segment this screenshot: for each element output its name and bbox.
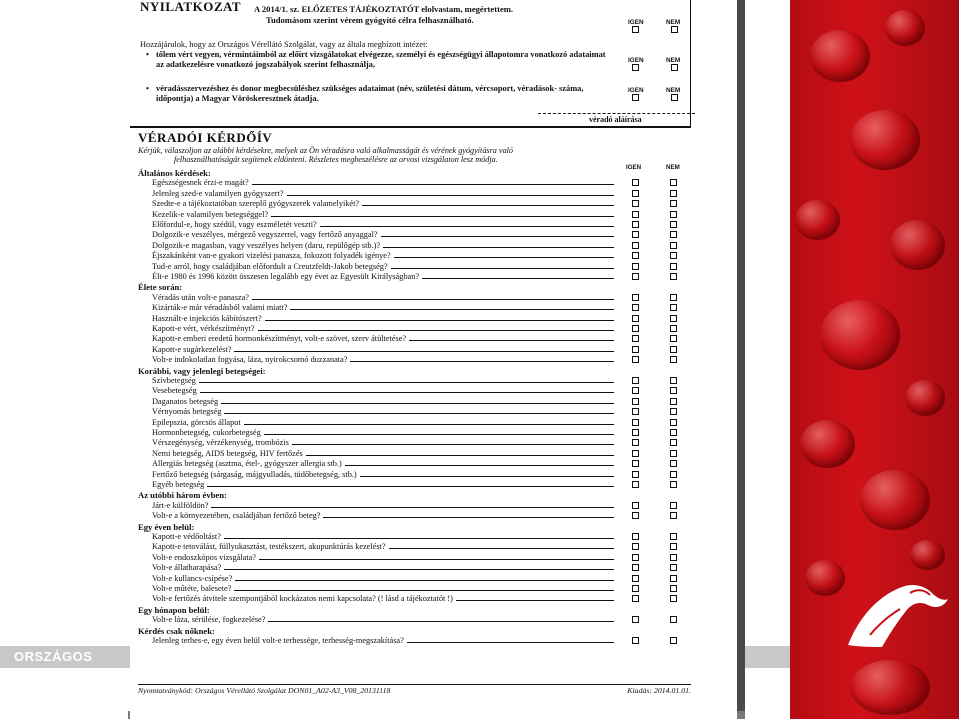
statement-line-2: Tudomásom szerint vérem gyógyító célra felhasználható.	[266, 14, 474, 25]
question-row	[152, 355, 614, 364]
igen-checkbox[interactable]	[632, 211, 639, 218]
question-row	[152, 386, 614, 395]
nem-header-2: NEM	[666, 57, 681, 64]
question-text: Vérnyomás betegség	[152, 407, 222, 417]
leader-line	[259, 555, 614, 560]
consent-bullet-1: • tőlem vért vegyen, vérmintáimból az előírt vizsgálatokat elvégezze, személyi és egészségügyi állapotomra vonatkozó adataimat az adatkezelésre vonatkozó jogszabályok szerint felhasználja,	[146, 50, 606, 69]
question-text: Fertőző betegség (sárgaság, májgyulladás, tüdőbetegség, stb.)	[152, 469, 357, 479]
question-text: Volt-e műtéte, balesete?	[152, 584, 232, 593]
leader-line	[268, 617, 614, 622]
footer	[138, 684, 691, 695]
section-title: Kérdés csak nőknek:	[138, 625, 215, 636]
leader-line	[234, 347, 614, 352]
igen-checkbox[interactable]	[632, 252, 639, 259]
igen-checkbox[interactable]	[632, 481, 639, 488]
nem-checkbox[interactable]	[670, 221, 677, 228]
nem-checkbox[interactable]	[670, 512, 677, 519]
nem-checkbox[interactable]	[670, 439, 677, 446]
question-row	[152, 376, 614, 385]
question-text: Epilepszia, görcsös állapot	[152, 417, 241, 427]
question-row	[152, 220, 614, 229]
nem-checkbox[interactable]	[670, 408, 677, 415]
question-text: Tud-e arról, hogy családjában előfordult a Creutzfeldt-Jakob betegség?	[152, 261, 388, 271]
question-text: Jelenleg terhes-e, egy éven belül volt-e terhessége, terhesség-megszakítása?	[152, 636, 404, 645]
question-row	[152, 407, 614, 416]
question-text: Volt-e a környezetében, családjában fertőző beteg?	[152, 511, 321, 521]
question-text: Kapott-e tetoválást, füllyukasztást, testékszert, akupunktúrás kezelést?	[152, 542, 386, 552]
nem-checkbox[interactable]	[670, 356, 677, 363]
igen-checkbox[interactable]	[632, 179, 639, 186]
nem-checkbox[interactable]	[670, 304, 677, 311]
nem-checkbox[interactable]	[670, 450, 677, 457]
questionnaire-intro: Kérjük, válaszoljon az alábbi kérdésekre, melyek az Ön véradásra való alkalmasságát és vérének gyógyításra való felhasználhatóságát segítenek eldönteni. Részletes megbeszélésre az orvosi vizsgálaton lesz módja.	[138, 146, 514, 165]
bullet1-nem-checkbox[interactable]	[671, 64, 678, 71]
igen-checkbox[interactable]	[632, 471, 639, 478]
leader-line	[409, 336, 614, 341]
leader-line	[252, 180, 614, 185]
igen-checkbox[interactable]	[632, 231, 639, 238]
question-text: Nemi betegség, AIDS betegség, HIV fertőzés	[152, 448, 303, 458]
nem-checkbox[interactable]	[670, 471, 677, 478]
leader-line	[350, 357, 614, 362]
questions-igen-header: IGEN	[626, 164, 642, 171]
question-row	[152, 636, 614, 645]
nem-checkbox[interactable]	[670, 190, 677, 197]
leader-line	[320, 222, 614, 227]
leader-line	[224, 565, 614, 570]
nem-checkbox[interactable]	[670, 294, 677, 301]
pelican-logo-icon	[840, 565, 950, 660]
igen-checkbox[interactable]	[632, 543, 639, 550]
questionnaire-title: VÉRADÓI KÉRDŐÍV	[138, 130, 273, 145]
section-title: Élete során:	[138, 282, 183, 293]
section-title: Általános kérdések:	[138, 168, 211, 178]
leader-line	[252, 295, 614, 300]
question-text: Kapott-e vért, vérkészítményt?	[152, 324, 255, 333]
igen-checkbox[interactable]	[632, 356, 639, 363]
leader-line	[234, 586, 614, 591]
leader-line	[394, 253, 614, 258]
bullet1-igen-checkbox[interactable]	[632, 64, 639, 71]
igen-checkbox[interactable]	[632, 533, 639, 540]
igen-checkbox[interactable]	[632, 304, 639, 311]
igen-checkbox[interactable]	[632, 450, 639, 457]
leader-line	[345, 461, 614, 466]
igen-checkbox[interactable]	[632, 335, 639, 342]
page-shadow	[737, 0, 745, 719]
leader-line	[407, 638, 614, 643]
question-row	[152, 542, 614, 551]
question-text: Szívbetegség	[152, 376, 196, 385]
question-row	[152, 314, 614, 323]
question-row	[152, 230, 614, 239]
nem-checkbox[interactable]	[670, 335, 677, 342]
igen-checkbox[interactable]	[632, 585, 639, 592]
nem-checkbox[interactable]	[670, 429, 677, 436]
igen-checkbox[interactable]	[632, 200, 639, 207]
nem-checkbox[interactable]	[670, 460, 677, 467]
declaration-block	[134, 0, 694, 125]
question-row	[152, 345, 614, 354]
nem-checkbox[interactable]	[670, 242, 677, 249]
leader-line	[221, 399, 614, 404]
section-title: Korábbi, vagy jelenlegi betegségei:	[138, 365, 266, 376]
leader-line	[381, 232, 614, 237]
question-text: Volt-e állatharapása?	[152, 563, 222, 573]
nem-checkbox[interactable]	[670, 502, 677, 509]
statement-line-1: A 2014/1. sz. ELŐZETES TÁJÉKOZTATÓT elolvastam, megértettem.	[254, 4, 514, 14]
igen-checkbox[interactable]	[632, 377, 639, 384]
statement-nem-checkbox[interactable]	[671, 26, 678, 33]
leader-line	[389, 544, 614, 549]
nem-checkbox[interactable]	[670, 575, 677, 582]
question-text: Volt-e láza, sérülése, fogkezelése?	[152, 615, 266, 625]
question-text: Egészségesnek érzi-e magát?	[152, 178, 249, 188]
nem-checkbox[interactable]	[670, 263, 677, 270]
leader-line	[265, 316, 614, 321]
igen-checkbox[interactable]	[632, 263, 639, 270]
nem-checkbox[interactable]	[670, 564, 677, 571]
igen-checkbox[interactable]	[632, 242, 639, 249]
question-text: Élt-e 1980 és 1996 között összesen legalább egy évet az Egyesült Királyságban?	[152, 272, 420, 281]
nem-checkbox[interactable]	[670, 315, 677, 322]
question-text: Kapott-e sugárkezelést?	[152, 344, 232, 354]
leader-line	[362, 201, 614, 206]
nem-checkbox[interactable]	[670, 616, 677, 623]
igen-checkbox[interactable]	[632, 460, 639, 467]
leader-line	[271, 212, 614, 217]
leader-line	[360, 472, 614, 477]
nem-checkbox[interactable]	[670, 595, 677, 602]
question-row	[152, 303, 614, 312]
section-title: Egy hónapon belül:	[138, 604, 210, 615]
question-row	[152, 397, 614, 406]
leader-line	[235, 576, 614, 581]
igen-checkbox[interactable]	[632, 502, 639, 509]
leader-line	[287, 191, 614, 196]
question-row	[152, 241, 614, 250]
question-text: Egyéb betegség	[152, 480, 205, 489]
nem-checkbox[interactable]	[670, 346, 677, 353]
leader-line	[292, 440, 614, 445]
consent-bullet-2: • véradásszervezéshez és donor megbecsüléshez szükséges adataimat (név, születési dátum, vércsoport, véradások- száma, időpontja) a Magyar Vöröskeresztnek átadja.	[146, 84, 584, 103]
igen-checkbox[interactable]	[632, 419, 639, 426]
question-row	[152, 262, 614, 271]
igen-checkbox[interactable]	[632, 221, 639, 228]
bullet2-nem-checkbox[interactable]	[671, 94, 678, 101]
question-row	[152, 470, 614, 479]
declaration-label: NYILATKOZAT	[140, 0, 242, 14]
igen-header-3: IGEN	[628, 87, 644, 94]
question-text: Hormonbetegség, cukorbetegség	[152, 428, 261, 437]
question-text: Daganatos betegség	[152, 396, 219, 406]
bullet2-igen-checkbox[interactable]	[632, 94, 639, 101]
question-row	[152, 594, 614, 603]
question-row	[152, 334, 614, 343]
leader-line	[264, 430, 614, 435]
question-row	[152, 480, 614, 489]
document-page	[130, 0, 737, 719]
question-row	[152, 324, 614, 333]
leader-line	[224, 409, 614, 414]
question-row	[152, 438, 614, 447]
igen-checkbox[interactable]	[632, 346, 639, 353]
question-row	[152, 189, 614, 198]
question-text: Használt-e injekciós kábítószert?	[152, 313, 262, 323]
leader-line	[200, 388, 614, 393]
signature-line[interactable]	[538, 113, 695, 114]
question-row	[152, 428, 614, 437]
nem-checkbox[interactable]	[670, 211, 677, 218]
leader-line	[211, 503, 614, 508]
question-text: Volt-e fertőzés átvitele szempontjából kockázatos nemi kapcsolata? (! lásd a tájékoztatót !)	[152, 594, 453, 604]
question-text: Jelenleg szed-e valamilyen gyógyszert?	[152, 188, 284, 198]
igen-checkbox[interactable]	[632, 408, 639, 415]
question-text: Vérszegénység, vérzékenység, trombózis	[152, 438, 289, 448]
igen-checkbox[interactable]	[632, 595, 639, 602]
igen-checkbox[interactable]	[632, 564, 639, 571]
question-text: Szedte-e a tájékoztatóban szereplő gyógyszerek valamelyikét?	[152, 199, 360, 209]
question-row	[152, 272, 614, 281]
question-row	[152, 532, 614, 541]
igen-checkbox[interactable]	[632, 575, 639, 582]
igen-checkbox[interactable]	[632, 554, 639, 561]
nem-checkbox[interactable]	[670, 419, 677, 426]
leader-line	[422, 274, 614, 279]
leader-line	[383, 243, 614, 248]
leader-line	[456, 596, 614, 601]
igen-checkbox[interactable]	[632, 190, 639, 197]
question-text: Volt-e kullancs-csípése?	[152, 573, 233, 583]
question-text: Allergiás betegség (asztma, étel-, gyógyszer allergia stb.)	[152, 459, 342, 469]
igen-checkbox[interactable]	[632, 637, 639, 644]
nem-checkbox[interactable]	[670, 325, 677, 332]
igen-header: IGEN	[628, 19, 644, 26]
question-row	[152, 584, 614, 593]
section-title: Az utóbbi három évben:	[138, 490, 227, 501]
question-row	[152, 511, 614, 520]
igen-header-2: IGEN	[628, 57, 644, 64]
igen-checkbox[interactable]	[632, 294, 639, 301]
questions-nem-header: NEM	[666, 164, 680, 171]
question-row	[152, 418, 614, 427]
statement-igen-checkbox[interactable]	[632, 26, 639, 33]
leader-line	[306, 451, 614, 456]
consent-intro: Hozzájárulok, hogy az Országos Vérellátó Szolgálat, vagy az általa megbízott intézet:	[140, 40, 428, 49]
igen-checkbox[interactable]	[632, 325, 639, 332]
question-row	[152, 199, 614, 208]
question-row	[152, 459, 614, 468]
nem-checkbox[interactable]	[670, 543, 677, 550]
igen-checkbox[interactable]	[632, 315, 639, 322]
form-code: Nyomtatványkód: Országos Vérellátó Szolgálat DON01_A02-A3_V08_20131118	[138, 686, 391, 695]
frame-line	[690, 0, 691, 127]
question-text: Kapott-e emberi eredetű hormonkészítményt, volt-e szövet, szerv átültetése?	[152, 334, 407, 344]
nem-checkbox[interactable]	[670, 398, 677, 405]
leader-line	[207, 482, 614, 487]
nem-checkbox[interactable]	[670, 554, 677, 561]
nem-checkbox[interactable]	[670, 273, 677, 280]
igen-checkbox[interactable]	[632, 616, 639, 623]
leader-line	[199, 378, 614, 383]
nem-header: NEM	[666, 19, 681, 26]
nem-checkbox[interactable]	[670, 200, 677, 207]
leader-line	[244, 420, 614, 425]
nem-checkbox[interactable]	[670, 179, 677, 186]
signature-label: véradó aláírása	[589, 115, 642, 124]
question-row	[152, 574, 614, 583]
section-divider	[130, 126, 691, 128]
question-row	[152, 178, 614, 187]
brand-text: ORSZÁGOS	[14, 649, 93, 664]
question-text: Volt-e indokolatlan fogyása, láza, nyirokcsomó duzzanata?	[152, 355, 348, 365]
question-row	[152, 615, 614, 624]
question-row	[152, 251, 614, 260]
leader-line	[323, 513, 614, 518]
nem-checkbox[interactable]	[670, 481, 677, 488]
nem-checkbox[interactable]	[670, 377, 677, 384]
declaration-statement	[254, 4, 634, 25]
nem-checkbox[interactable]	[670, 585, 677, 592]
leader-line	[224, 534, 614, 539]
nem-header-3: NEM	[666, 87, 681, 94]
igen-checkbox[interactable]	[632, 512, 639, 519]
question-text: Kizárták-e már véradásból valami miatt?	[152, 303, 288, 313]
question-row	[152, 563, 614, 572]
question-row	[152, 553, 614, 562]
leader-line	[258, 326, 614, 331]
leader-line	[391, 264, 614, 269]
question-text: Éjszakánként van-e gyakori vizelési panasza, fokozott folyadék igénye?	[152, 251, 391, 261]
question-row	[152, 501, 614, 510]
question-text: Dolgozik-e veszélyes, mérgező vegyszerrel, vagy fertőző anyaggal?	[152, 230, 378, 240]
igen-checkbox[interactable]	[632, 273, 639, 280]
question-row	[152, 210, 614, 219]
question-text: Dolgozik-e magasban, vagy veszélyes helyen (daru, repülőgép stb.)?	[152, 240, 381, 250]
igen-checkbox[interactable]	[632, 429, 639, 436]
igen-checkbox[interactable]	[632, 387, 639, 394]
nem-checkbox[interactable]	[670, 231, 677, 238]
question-text: Kezelik-e valamilyen betegséggel?	[152, 209, 269, 219]
nem-checkbox[interactable]	[670, 637, 677, 644]
nem-checkbox[interactable]	[670, 533, 677, 540]
issue-date: Kiadás: 2014.01.01.	[627, 686, 691, 695]
nem-checkbox[interactable]	[670, 387, 677, 394]
question-text: Kapott-e védőoltást?	[152, 532, 221, 541]
question-text: Járt-e külföldön?	[152, 500, 209, 510]
question-row	[152, 449, 614, 458]
igen-checkbox[interactable]	[632, 439, 639, 446]
igen-checkbox[interactable]	[632, 398, 639, 405]
question-text: Véradás után volt-e panasza?	[152, 292, 249, 302]
leader-line	[290, 305, 614, 310]
question-text: Előfordul-e, hogy szédül, vagy eszméletét veszti?	[152, 220, 317, 229]
section-title: Egy éven belül:	[138, 521, 195, 532]
nem-checkbox[interactable]	[670, 252, 677, 259]
question-row	[152, 293, 614, 302]
question-text: Vesebetegség	[152, 386, 197, 396]
question-text: Volt-e endoszkópos vizsgálata?	[152, 552, 256, 562]
